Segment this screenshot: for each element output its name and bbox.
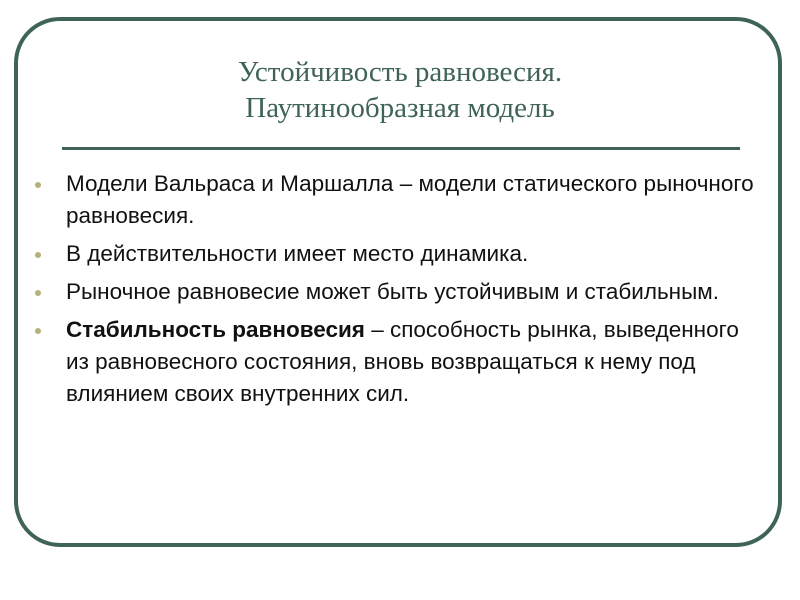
- bullet-text: Модели Вальраса и Маршалла – модели статического рыночного равновесия.: [66, 171, 754, 228]
- title-divider: [62, 147, 740, 150]
- bullet-dot-icon: [35, 252, 41, 258]
- bullet-item: [34, 168, 764, 232]
- bullet-dot-icon: [35, 182, 41, 188]
- bullet-text: В действительности имеет место динамика.: [66, 241, 529, 266]
- bullet-dot-icon: [35, 328, 41, 334]
- bullet-dot-icon: [35, 290, 41, 296]
- bullet-item: [34, 238, 764, 270]
- bullet-text: Рыночное равновесие может быть устойчивым и стабильным.: [66, 279, 719, 304]
- bullet-item: [34, 276, 764, 308]
- title-line-2: Паутинообразная модель: [245, 92, 555, 124]
- bullet-list: [34, 168, 764, 416]
- bullet-term: Стабильность равновесия: [66, 317, 365, 342]
- slide-title: [0, 54, 800, 126]
- bullet-item: [34, 314, 764, 410]
- bullet-text: – способность рынка, выведенного из равновесного состояния, вновь возвращаться к нему под влиянием своих внутренних сил.: [66, 317, 739, 406]
- title-line-1: Устойчивость равновесия.: [237, 56, 563, 88]
